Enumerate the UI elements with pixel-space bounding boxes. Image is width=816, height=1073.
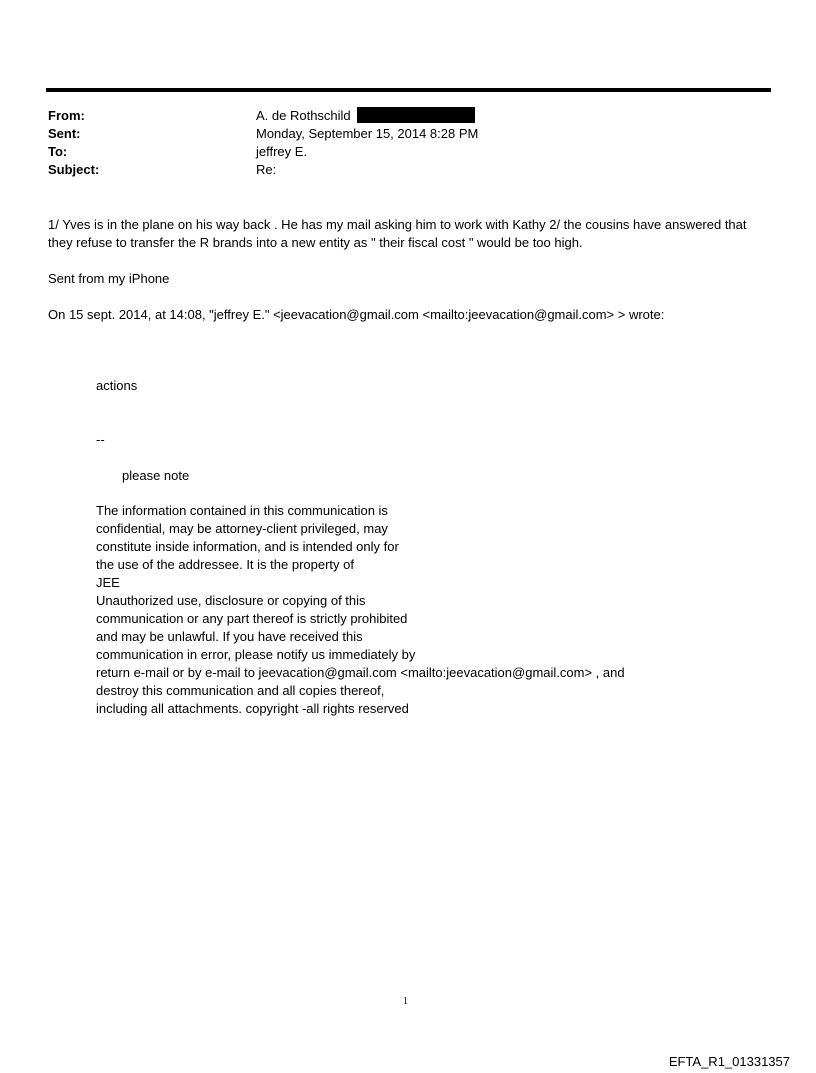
disclaimer-line: communication in error, please notify us immediately by [96, 647, 416, 662]
disclaimer-line: Unauthorized use, disclosure or copying of this [96, 593, 366, 608]
to-label: To: [48, 144, 68, 159]
from-label: From: [48, 108, 85, 123]
body-line-1: 1/ Yves is in the plane on his way back . He has my mail asking him to work with Kathy 2/ the cousins have answered that [48, 217, 747, 232]
quoted-actions: actions [96, 378, 138, 393]
from-name: A. de Rothschild [256, 108, 351, 123]
disclaimer-line: confidential, may be attorney-client privileged, may [96, 521, 388, 536]
page-number: 1 [403, 996, 408, 1007]
disclaimer-line: The information contained in this communication is [96, 503, 388, 518]
disclaimer [96, 502, 625, 718]
header-rule [46, 88, 771, 92]
quoted-separator: -- [96, 432, 105, 447]
redaction-block [357, 107, 475, 123]
disclaimer-line: JEE [96, 575, 120, 590]
disclaimer-line: communication or any part thereof is strictly prohibited [96, 611, 408, 626]
message-body [48, 216, 778, 252]
disclaimer-line: constitute inside information, and is intended only for [96, 539, 399, 554]
sent-value: Monday, September 15, 2014 8:28 PM [256, 126, 479, 141]
body-line-2: they refuse to transfer the R brands into a new entity as " their fiscal cost " would be too high. [48, 235, 583, 250]
disclaimer-line: the use of the addressee. It is the property of [96, 557, 354, 572]
subject-label: Subject: [48, 162, 100, 177]
from-value [256, 107, 475, 125]
quote-intro: On 15 sept. 2014, at 14:08, "jeffrey E." <jeevacation@gmail.com <mailto:jeevacation@gmail.com> > wrote: [48, 307, 665, 322]
bates-number: EFTA_R1_01331357 [668, 1054, 790, 1069]
disclaimer-line: including all attachments. copyright -all rights reserved [96, 701, 409, 716]
please-note: please note [122, 468, 190, 483]
subject-value: Re: [256, 162, 277, 177]
disclaimer-line: and may be unlawful. If you have received this [96, 629, 363, 644]
sent-label: Sent: [48, 126, 81, 141]
to-value: jeffrey E. [256, 144, 308, 159]
disclaimer-line: return e-mail or by e-mail to jeevacation@gmail.com <mailto:jeevacation@gmail.com> , and [96, 665, 625, 680]
signature: Sent from my iPhone [48, 271, 170, 286]
disclaimer-line: destroy this communication and all copies thereof, [96, 683, 385, 698]
